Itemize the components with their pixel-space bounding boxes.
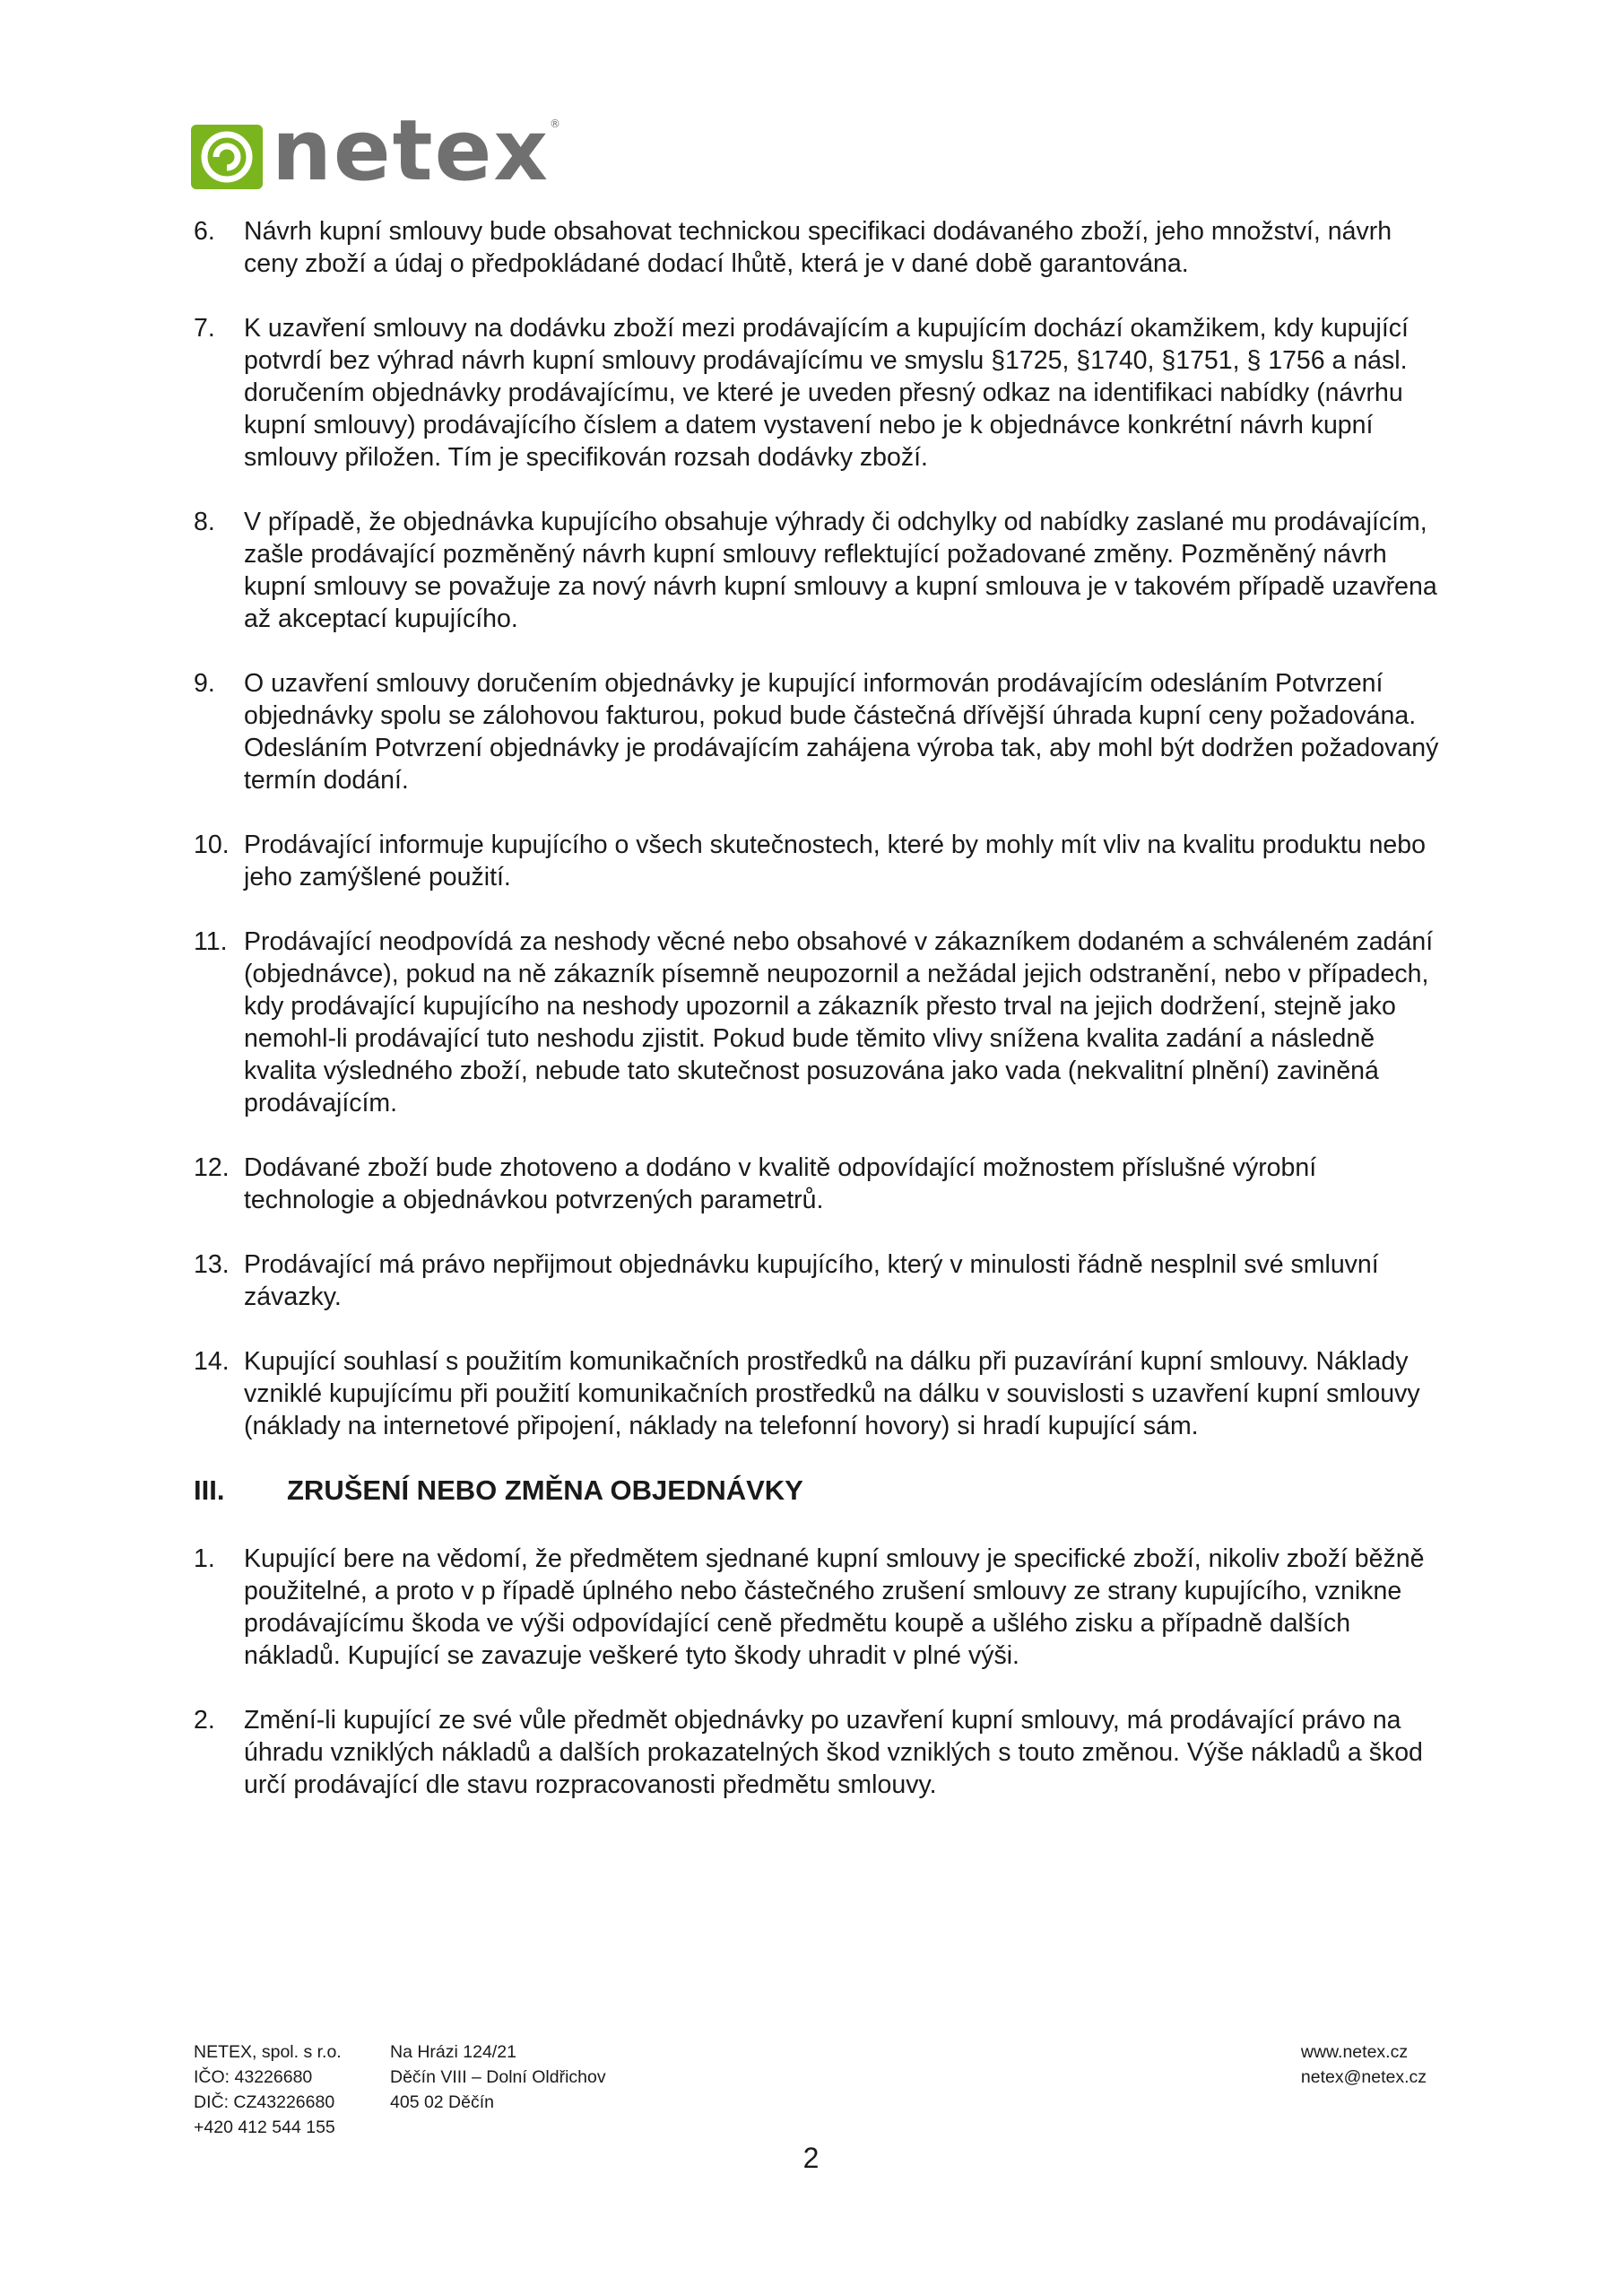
item-number: 6. [194,217,215,246]
item-number: 12. [194,1153,230,1182]
footer-line: Děčín VIII – Dolní Oldřichov [390,2067,606,2087]
netex-logo [191,102,562,200]
list-item [194,1345,1449,1442]
list-item [194,926,1449,1119]
list-item [194,506,1449,635]
item-text: Změní-li kupující ze své vůle předmět objednávky po uzavření kupní smlouvy, má prodávající právo na úhradu vzniklých nákladů a dalších prokazatelných škod vzniklých s touto změnou. Výše nákladů a škod určí prodávající dle stavu rozpracovanosti předmětu smlouvy. [244,1706,1423,1799]
spiral-logo-icon [191,125,263,189]
page-number: 2 [802,2142,820,2174]
item-text: Kupující bere na vědomí, že předmětem sjednané kupní smlouvy je specifické zboží, nikoliv zboží běžně použitelné, a proto v p řípadě úplného nebo částečného zrušení smlouvy ze strany kupujícího, vznikne prodávajícímu škoda ve výši odpovídající ceně předmětu koupě a ušlého zisku a případně dalších nákladů. Kupující se zavazuje veškeré tyto škody uhradit v plné výši. [244,1544,1425,1670]
item-text: Prodávající má právo nepřijmout objednávku kupujícího, který v minulosti řádně nesplnil své smluvní závazky. [244,1250,1379,1311]
footer-line: NETEX, spol. s r.o. [194,2042,342,2062]
list-item [194,1152,1449,1216]
item-number: 7. [194,314,215,343]
item-number: 9. [194,669,215,698]
list-item [194,1543,1449,1672]
footer-line: +420 412 544 155 [194,2118,335,2137]
item-number: 10. [194,831,230,859]
logo-wordmark: netex® [272,102,562,200]
item-text: V případě, že objednávka kupujícího obsahuje výhrady či odchylky od nabídky zaslané mu prodávajícím, zašle prodávající pozměněný návrh kupní smlouvy reflektující požadované změny. Pozměněný návrh kupní smlouvy se považuje za nový návrh kupní smlouvy a kupní smlouva je v takovém případě uzavřena až akceptací kupujícího. [244,508,1437,633]
item-number: 1. [194,1544,215,1573]
item-text: Dodávané zboží bude zhotoveno a dodáno v kvalitě odpovídající možnostem příslušné výrobní technologie a objednávkou potvrzených parametrů. [244,1153,1317,1214]
email-link[interactable]: netex@netex.cz [1300,2067,1427,2087]
footer-contact [1301,2039,1427,2090]
item-number: 11. [194,927,228,956]
list-item [194,1248,1449,1313]
list-item [194,829,1449,893]
section-heading [194,1474,1449,1507]
item-text: Prodávající neodpovídá za neshody věcné nebo obsahové v zákazníkem dodaném a schváleném zadání (objednávce), pokud na ně zákazník písemně neupozornil a nežádal jejich odstranění, nebo v případech, kdy prodávající kupujícího na neshody upozornil a zákazník přesto trval na jejich dodržení, stejně jako nemohl-li prodávající tuto neshodu zjistit. Pokud bude těmito vlivy snížena kvalita zadání a následně kvalita výsledného zboží, nebude tato skutečnost posuzována jako vada (nekvalitní plnění) zaviněná prodávajícím. [244,927,1434,1118]
footer-line: IČO: 43226680 [194,2067,313,2087]
item-text: Kupující souhlasí s použitím komunikačních prostředků na dálku při puzavírání kupní smlouvy. Náklady vzniklé kupujícímu při použití komunikačních prostředků na dálku v souvislosti s uzavření kupní smlouvy (náklady na internetové připojení, náklady na telefonní hovory) si hradí kupující sám. [244,1347,1420,1440]
list-item [194,1704,1449,1801]
list-item [194,667,1449,796]
list-item [194,312,1449,474]
item-text: Prodávající informuje kupujícího o všech skutečnostech, které by mohly mít vliv na kvalitu produktu nebo jeho zamýšlené použití. [244,831,1426,891]
item-text: O uzavření smlouvy doručením objednávky je kupující informován prodávajícím odesláním Potvrzení objednávky spolu se zálohovou fakturou, pokud bude částečná dřívější úhrada kupní ceny požadována. Odesláním Potvrzení objednávky je prodávajícím zahájena výroba tak, aby mohl být dodržen požadovaný termín dodání. [244,669,1439,795]
item-number: 8. [194,508,215,536]
footer-line: 405 02 Děčín [390,2092,495,2112]
footer-company-info [194,2039,342,2140]
section-number: III. [194,1474,225,1506]
item-text: K uzavření smlouvy na dodávku zboží mezi prodávajícím a kupujícím dochází okamžikem, kdy kupující potvrdí bez výhrad návrh kupní smlouvy prodávajícímu ve smyslu §1725, §1740, §1751, § 1756 a násl. doručením objednávky prodávajícímu, ve které je uveden přesný odkaz na identifikaci nabídky (návrhu kupní smlouvy) prodávajícího číslem a datem vystavení nebo je k objednávce konkrétní návrh kupní smlouvy přiložen. Tím je specifikován rozsah dodávky zboží. [244,314,1409,472]
section-title: ZRUŠENÍ NEBO ZMĚNA OBJEDNÁVKY [287,1474,803,1506]
document-body [194,215,1449,1833]
footer-line: Na Hrázi 124/21 [390,2042,516,2062]
item-number: 14. [194,1347,230,1376]
item-number: 2. [194,1706,215,1735]
website-link[interactable]: www.netex.cz [1300,2042,1409,2062]
footer-address [390,2039,606,2115]
item-text: Návrh kupní smlouvy bude obsahovat technickou specifikaci dodávaného zboží, jeho množství, návrh ceny zboží a údaj o předpokládané dodací lhůtě, která je v dané době garantována. [244,217,1392,278]
list-item [194,215,1449,280]
footer-line: DIČ: CZ43226680 [194,2092,335,2112]
item-number: 13. [194,1250,230,1279]
